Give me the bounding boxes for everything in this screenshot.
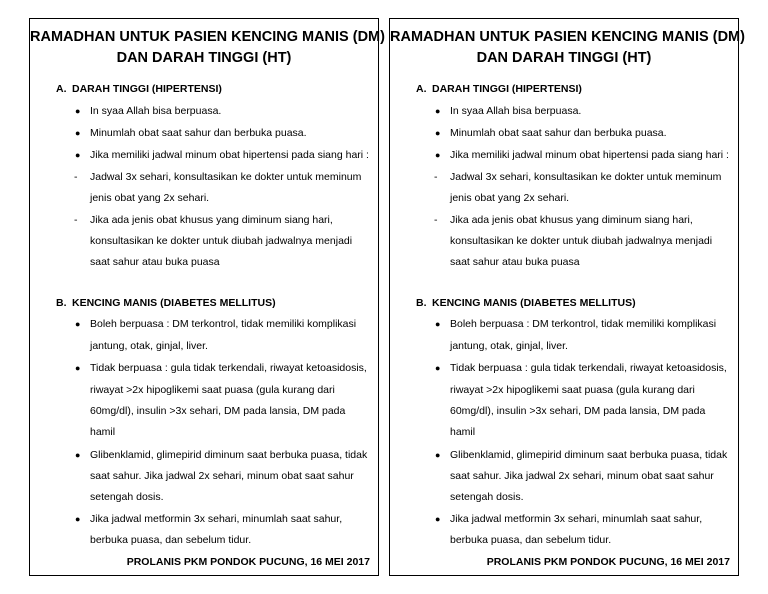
card-title-line1: RAMADHAN UNTUK PASIEN KENCING MANIS (DM) bbox=[30, 29, 385, 45]
section-b-letter: B. bbox=[56, 297, 67, 309]
section-a-title: DARAH TINGGI (HIPERTENSI) bbox=[72, 83, 222, 95]
card-title-line2: DAN DARAH TINGGI (HT) bbox=[116, 50, 292, 66]
list-item: riwayat >2x hipoglikemi saat puasa (gula kurang dari bbox=[450, 384, 695, 396]
list-item: Jadwal 3x sehari, konsultasikan ke dokter untuk meminum bbox=[90, 171, 362, 183]
list-item: saat sahur. Jika jadwal 2x sehari, minum obat saat sahur bbox=[90, 470, 354, 482]
list-item: konsultasikan ke dokter untuk diubah jadwalnya menjadi bbox=[450, 235, 713, 247]
section-a-heading bbox=[56, 83, 222, 95]
card-title-line2: DAN DARAH TINGGI (HT) bbox=[476, 50, 652, 66]
section-a-heading bbox=[416, 83, 582, 95]
list-item: riwayat >2x hipoglikemi saat puasa (gula kurang dari bbox=[90, 384, 335, 396]
bullet-icon: ● bbox=[435, 106, 441, 116]
flyer-card-left bbox=[29, 18, 385, 576]
card-title-line1: RAMADHAN UNTUK PASIEN KENCING MANIS (DM) bbox=[390, 29, 745, 45]
list-item: Glibenklamid, glimepirid diminum saat berbuka puasa, tidak bbox=[90, 449, 368, 461]
dash-marker: - bbox=[74, 214, 78, 226]
bullet-icon: ● bbox=[75, 450, 81, 460]
flyer-card-right bbox=[389, 18, 745, 576]
dash-marker: - bbox=[434, 171, 438, 183]
list-item: setengah dosis. bbox=[90, 491, 164, 503]
list-item: setengah dosis. bbox=[450, 491, 524, 503]
list-item: Glibenklamid, glimepirid diminum saat berbuka puasa, tidak bbox=[450, 449, 728, 461]
list-item: saat sahur atau buka puasa bbox=[90, 256, 220, 268]
bullet-icon: ● bbox=[75, 363, 81, 373]
bullet-icon: ● bbox=[435, 450, 441, 460]
bullet-icon: ● bbox=[435, 128, 441, 138]
bullet-icon: ● bbox=[75, 514, 81, 524]
list-item: Jika memiliki jadwal minum obat hipertensi pada siang hari : bbox=[450, 149, 729, 161]
bullet-icon: ● bbox=[75, 150, 81, 160]
footer-credit: PROLANIS PKM PONDOK PUCUNG, 16 MEI 2017 bbox=[486, 556, 730, 568]
list-item: 60mg/dl), insulin >3x sehari, DM pada lansia, DM pada bbox=[90, 405, 346, 417]
list-item: Boleh berpuasa : DM terkontrol, tidak memiliki komplikasi bbox=[450, 318, 717, 330]
section-b-heading bbox=[416, 297, 636, 309]
section-a-letter: A. bbox=[416, 83, 427, 95]
list-item: hamil bbox=[90, 426, 116, 438]
section-a-title: DARAH TINGGI (HIPERTENSI) bbox=[432, 83, 582, 95]
section-b-title: KENCING MANIS (DIABETES MELLITUS) bbox=[72, 297, 276, 309]
list-item: jenis obat yang 2x sehari. bbox=[90, 192, 210, 204]
list-item: jantung, otak, ginjal, liver. bbox=[450, 340, 568, 352]
bullet-icon: ● bbox=[435, 363, 441, 373]
list-item: Boleh berpuasa : DM terkontrol, tidak memiliki komplikasi bbox=[90, 318, 357, 330]
footer-credit: PROLANIS PKM PONDOK PUCUNG, 16 MEI 2017 bbox=[126, 556, 370, 568]
bullet-icon: ● bbox=[75, 128, 81, 138]
list-item: Jika ada jenis obat khusus yang diminum siang hari, bbox=[450, 214, 693, 226]
list-item: berbuka puasa, dan sebelum tidur. bbox=[450, 534, 612, 546]
section-b-title: KENCING MANIS (DIABETES MELLITUS) bbox=[432, 297, 636, 309]
list-item: saat sahur atau buka puasa bbox=[450, 256, 580, 268]
section-a-letter: A. bbox=[56, 83, 67, 95]
list-item: berbuka puasa, dan sebelum tidur. bbox=[90, 534, 252, 546]
bullet-icon: ● bbox=[435, 150, 441, 160]
list-item: In syaa Allah bisa berpuasa. bbox=[450, 105, 582, 117]
list-item: saat sahur. Jika jadwal 2x sehari, minum obat saat sahur bbox=[450, 470, 714, 482]
bullet-icon: ● bbox=[435, 514, 441, 524]
list-item: Jika jadwal metformin 3x sehari, minumlah saat sahur, bbox=[450, 513, 703, 525]
dash-marker: - bbox=[74, 171, 78, 183]
list-item: konsultasikan ke dokter untuk diubah jadwalnya menjadi bbox=[90, 235, 353, 247]
list-item: jenis obat yang 2x sehari. bbox=[450, 192, 570, 204]
list-item: Tidak berpuasa : gula tidak terkendali, riwayat ketoasidosis, bbox=[90, 362, 367, 374]
dash-marker: - bbox=[434, 214, 438, 226]
list-item: Minumlah obat saat sahur dan berbuka puasa. bbox=[90, 127, 307, 139]
list-item: Jika memiliki jadwal minum obat hipertensi pada siang hari : bbox=[90, 149, 369, 161]
list-item: Minumlah obat saat sahur dan berbuka puasa. bbox=[450, 127, 667, 139]
list-item: In syaa Allah bisa berpuasa. bbox=[90, 105, 222, 117]
bullet-icon: ● bbox=[435, 319, 441, 329]
section-b-letter: B. bbox=[416, 297, 427, 309]
list-item: Jika jadwal metformin 3x sehari, minumlah saat sahur, bbox=[90, 513, 343, 525]
list-item: Tidak berpuasa : gula tidak terkendali, riwayat ketoasidosis, bbox=[450, 362, 727, 374]
list-item: Jadwal 3x sehari, konsultasikan ke dokter untuk meminum bbox=[450, 171, 722, 183]
section-b-heading bbox=[56, 297, 276, 309]
list-item: jantung, otak, ginjal, liver. bbox=[90, 340, 208, 352]
list-item: Jika ada jenis obat khusus yang diminum siang hari, bbox=[90, 214, 333, 226]
list-item: hamil bbox=[450, 426, 476, 438]
bullet-icon: ● bbox=[75, 319, 81, 329]
bullet-icon: ● bbox=[75, 106, 81, 116]
list-item: 60mg/dl), insulin >3x sehari, DM pada lansia, DM pada bbox=[450, 405, 706, 417]
